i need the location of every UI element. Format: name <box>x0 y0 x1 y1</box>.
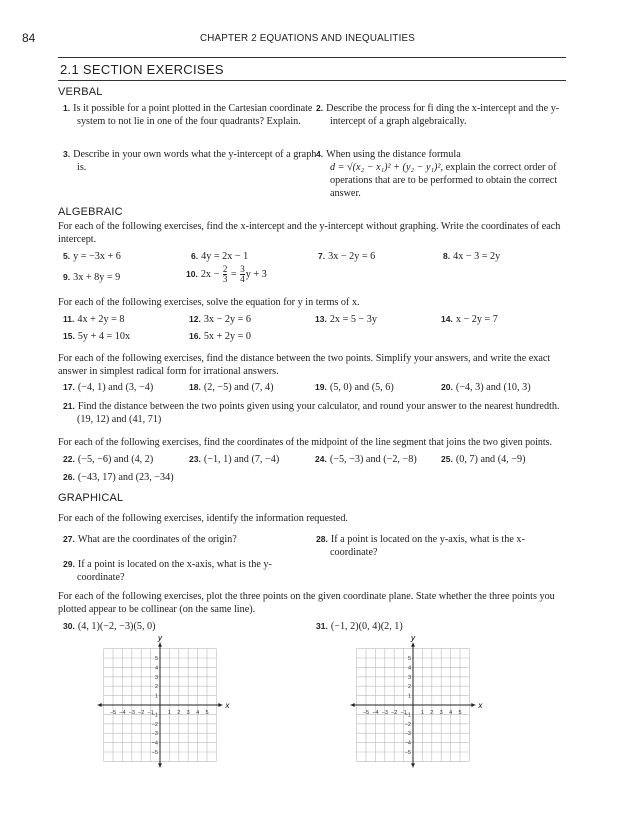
exercise-text: Describe the process for fi ding the x-intercept and the y-intercept of a graph algebraically. <box>326 103 560 127</box>
exercise-text: explain the correct order of operations that are to be performed to obtain the correct answer. <box>330 162 558 199</box>
denominator: 4 <box>240 274 245 285</box>
numerator: 3 <box>240 264 245 275</box>
x-tick-label: −5 <box>362 710 370 716</box>
x-tick-label: 3 <box>439 710 443 716</box>
exercise-expression: 3x + 8y = 9 <box>73 272 121 283</box>
exercise-3 <box>63 148 317 174</box>
exercise-29 <box>63 558 302 584</box>
exercise-22 <box>63 453 153 466</box>
exercise-expression: (4, 1)(−2, −3)(5, 0) <box>77 621 156 632</box>
exercise-number: 5. <box>63 251 71 261</box>
expression-part: y + 3 <box>245 269 267 280</box>
y-tick-label: −3 <box>404 731 411 738</box>
exercise-expression: (−1, 2)(0, 4)(2, 1) <box>330 621 403 632</box>
y-tick-label: 5 <box>407 656 411 662</box>
exercise-number: 30. <box>63 621 75 631</box>
x-tick-label: 5 <box>205 710 209 716</box>
exercise-number: 10. <box>186 269 198 279</box>
exercise-number: 29. <box>63 559 75 569</box>
instructions: For each of the following exercises, identify the information requested. <box>58 513 348 524</box>
exercise-number: 1. <box>63 103 71 113</box>
exercise-text: If a point is located on the y-axis, what is the x-coordinate? <box>330 534 525 558</box>
exercise-1 <box>63 102 317 128</box>
y-tick-label: 3 <box>154 674 158 681</box>
y-tick-label: 5 <box>154 656 158 662</box>
chapter-title: CHAPTER 2 EQUATIONS AND INEQUALITIES <box>200 33 415 44</box>
exercise-number: 26. <box>63 472 75 482</box>
exercise-expression: (5, 0) and (5, 6) <box>329 382 394 393</box>
exercise-number: 19. <box>315 382 327 392</box>
graphical-heading: GRAPHICAL <box>58 492 124 504</box>
verbal-heading: VERBAL <box>58 86 103 98</box>
exercise-number: 2. <box>316 103 324 113</box>
exercise-number: 9. <box>63 272 71 282</box>
y-tick-label: −2 <box>151 721 158 728</box>
y-tick-label: 4 <box>154 665 158 672</box>
exercise-number: 6. <box>191 251 199 261</box>
exercise-expression: 3x − 2y = 6 <box>328 251 376 262</box>
divider <box>58 80 566 81</box>
exercise-expression: (−5, −3) and (−2, −8) <box>329 454 417 465</box>
exercise-number: 18. <box>189 382 201 392</box>
expression-part: = <box>230 269 237 280</box>
exercise-number: 17. <box>63 382 75 392</box>
exercise-number: 3. <box>63 149 71 159</box>
exercise-18 <box>189 381 274 394</box>
y-tick-label: 3 <box>407 674 411 681</box>
exercise-expression: 5x + 2y = 0 <box>203 331 251 342</box>
x-tick-label: −4 <box>372 710 379 716</box>
x-tick-label: −1 <box>147 710 154 716</box>
exercise-number: 8. <box>443 251 451 261</box>
x-tick-label: −5 <box>109 710 117 716</box>
page-number: 84 <box>22 31 36 45</box>
exercise-27 <box>63 533 303 546</box>
x-tick-label: −4 <box>119 710 126 716</box>
instructions: For each of the following exercises, find the distance between the two points. Simplify your answers, and write the exact answer in simplest radical form for irrational answers. <box>58 353 551 377</box>
exercise-8 <box>443 250 500 263</box>
exercise-number: 23. <box>189 454 201 464</box>
exercise-16 <box>189 330 251 343</box>
y-axis-label: y <box>411 636 415 643</box>
exercise-number: 24. <box>315 454 327 464</box>
exercise-text: What are the coordinates of the origin? <box>77 534 237 545</box>
divider <box>58 57 566 58</box>
y-tick-label: −3 <box>151 731 158 738</box>
exercise-number: 11. <box>63 314 75 324</box>
x-tick-label: 2 <box>177 710 181 716</box>
algebraic-heading: ALGEBRAIC <box>58 206 123 218</box>
exercise-number: 31. <box>316 621 328 631</box>
exercise-expression: (−43, 17) and (23, −34) <box>77 472 174 483</box>
y-axis-label: y <box>158 636 162 643</box>
x-tick-label: 4 <box>449 710 453 716</box>
exercise-31 <box>316 620 403 633</box>
x-tick-label: −3 <box>128 710 135 716</box>
exercise-number: 12. <box>189 314 201 324</box>
exercise-number: 16. <box>189 331 201 341</box>
instructions: For each of the following exercises, solve the equation for y in terms of x. <box>58 297 360 308</box>
instructions: For each of the following exercises, plot the three points on the given coordinate plane. State whether the three points you plotted appear to be collinear (on the same line). <box>58 591 555 615</box>
exercise-23 <box>189 453 279 466</box>
exercise-number: 7. <box>318 251 326 261</box>
distance-formula: d = √(x₂ − x₁)² + (y₂ − y₁)², <box>330 162 444 173</box>
exercise-text: When using the distance formula <box>326 149 461 160</box>
y-tick-label: −4 <box>151 740 158 747</box>
exercise-24 <box>315 453 417 466</box>
exercise-expression: (2, −5) and (7, 4) <box>203 382 274 393</box>
exercise-10 <box>186 264 267 285</box>
y-tick-label: 1 <box>154 693 158 700</box>
exercise-30 <box>63 620 156 633</box>
exercise-number: 22. <box>63 454 75 464</box>
exercise-26 <box>63 471 174 484</box>
x-tick-label: 4 <box>196 710 200 716</box>
exercise-expression: (−4, 1) and (3, −4) <box>77 382 154 393</box>
exercise-expression: 3x − 2y = 6 <box>203 314 251 325</box>
y-tick-label: −1 <box>404 712 411 719</box>
coordinate-grid-31[interactable] <box>343 636 483 771</box>
fraction <box>240 265 245 284</box>
exercise-14 <box>441 313 498 326</box>
exercise-15 <box>63 330 130 343</box>
y-tick-label: −1 <box>151 712 158 719</box>
x-tick-label: 2 <box>430 710 434 716</box>
y-tick-label: 4 <box>407 665 411 672</box>
exercise-number: 27. <box>63 534 75 544</box>
x-tick-label: −3 <box>381 710 388 716</box>
exercise-expression: 4y = 2x − 1 <box>201 251 249 262</box>
exercise-20 <box>441 381 531 394</box>
exercise-expression: (−4, 3) and (10, 3) <box>455 382 531 393</box>
x-tick-label: 1 <box>167 710 171 716</box>
exercise-expression: 4x − 3 = 2y <box>453 251 501 262</box>
coordinate-grid-30[interactable] <box>90 636 230 771</box>
exercise-expression: x − 2y = 7 <box>455 314 498 325</box>
exercise-number: 15. <box>63 331 75 341</box>
exercise-number: 21. <box>63 401 75 411</box>
exercise-17 <box>63 381 153 394</box>
instructions: For each of the following exercises, find the x-intercept and the y-intercept without graphing. Write the coordinates of each intercept. <box>58 221 561 245</box>
denominator: 3 <box>222 274 228 285</box>
numerator: 2 <box>222 264 228 275</box>
x-tick-label: 5 <box>458 710 462 716</box>
y-tick-label: −5 <box>151 750 158 756</box>
exercise-7 <box>318 250 375 263</box>
exercise-number: 25. <box>441 454 453 464</box>
exercise-9 <box>63 271 120 284</box>
x-tick-label: 3 <box>186 710 190 716</box>
exercise-expression: (0, 7) and (4, −9) <box>455 454 526 465</box>
x-tick-label: −2 <box>391 710 398 716</box>
x-axis-label: x <box>225 701 230 710</box>
exercise-number: 28. <box>316 534 328 544</box>
exercise-text: If a point is located on the x-axis, what is the y-coordinate? <box>77 559 272 583</box>
exercise-12 <box>189 313 251 326</box>
x-tick-label: −1 <box>400 710 407 716</box>
y-tick-label: −5 <box>404 750 411 756</box>
exercise-number: 14. <box>441 314 453 324</box>
exercise-number: 13. <box>315 314 327 324</box>
expression-part: 2x − <box>200 269 220 280</box>
exercise-2 <box>316 102 580 128</box>
y-tick-label: −2 <box>404 721 411 728</box>
y-tick-label: −4 <box>404 740 411 747</box>
fraction <box>223 265 228 284</box>
y-tick-label: 2 <box>154 684 158 691</box>
exercise-expression: (−1, 1) and (7, −4) <box>203 454 280 465</box>
exercise-13 <box>315 313 377 326</box>
exercise-6 <box>191 250 248 263</box>
exercise-text: Describe in your own words what the y-intercept of a graph is. <box>73 149 317 173</box>
exercise-28 <box>316 533 560 559</box>
exercise-expression: 2x = 5 − 3y <box>329 314 377 325</box>
exercise-expression: (−5, −6) and (4, 2) <box>77 454 154 465</box>
exercise-expression: 4x + 2y = 8 <box>77 314 125 325</box>
exercise-11 <box>63 313 125 326</box>
exercise-expression: y = −3x + 6 <box>73 251 121 262</box>
section-title: 2.1 SECTION EXERCISES <box>60 62 224 77</box>
exercise-expression: 5y + 4 = 10x <box>77 331 131 342</box>
exercise-5 <box>63 250 121 263</box>
y-tick-label: 2 <box>407 684 411 691</box>
exercise-number: 4. <box>316 149 324 159</box>
x-axis-label: x <box>478 701 483 710</box>
exercise-4 <box>316 148 562 200</box>
exercise-19 <box>315 381 394 394</box>
instructions: For each of the following exercises, find the coordinates of the midpoint of the line segment that joins the two given points. <box>58 437 553 448</box>
x-tick-label: −2 <box>138 710 145 716</box>
exercise-21 <box>63 400 567 426</box>
exercise-text: Find the distance between the two points given using your calculator, and round your answer to the nearest hundredth. (19, 12) and (41, 71) <box>77 401 560 425</box>
exercise-number: 20. <box>441 382 453 392</box>
x-tick-label: 1 <box>420 710 424 716</box>
y-tick-label: 1 <box>407 693 411 700</box>
exercise-text: Is it possible for a point plotted in the Cartesian coordinate system to not lie in one of the four quadrants? Explain. <box>73 103 313 127</box>
exercise-25 <box>441 453 526 466</box>
